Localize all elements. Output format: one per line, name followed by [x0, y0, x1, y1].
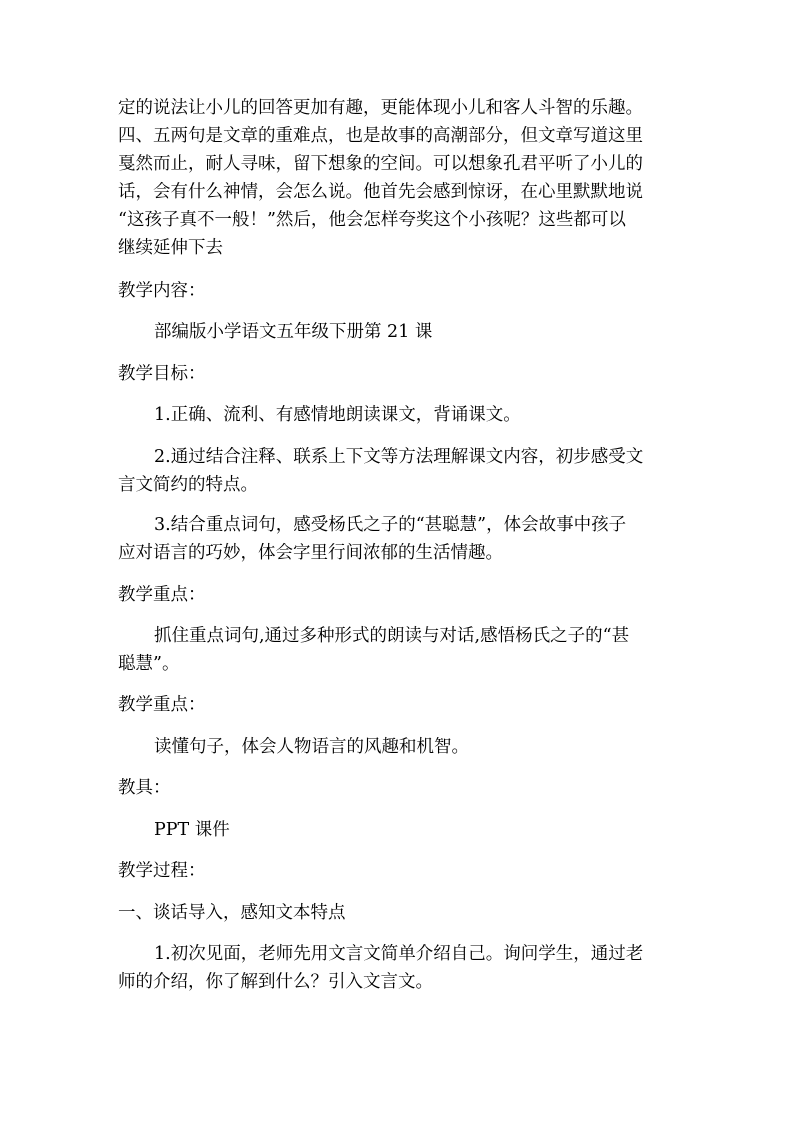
difficulty-text: 读懂句子，体会人物语言的风趣和机智。: [154, 737, 469, 757]
intro-line-3: 戛然而止，耐人寻味，留下想象的空间。可以想象孔君平听了小儿的: [118, 154, 643, 174]
key-line-1: 抓住重点词句,通过多种形式的朗读与对话,感悟杨氏之子的“甚: [154, 626, 630, 646]
content-text: 部编版小学语文五年级下册第 21 课: [154, 322, 433, 342]
goals-heading: 教学目标：: [118, 364, 206, 384]
goal-2-line-1: 2.通过结合注释、联系上下文等方法理解课文内容，初步感受文: [154, 447, 644, 467]
content-heading: 教学内容：: [118, 281, 206, 301]
process-heading: 教学过程：: [118, 861, 206, 881]
intro-line-2: 四、五两句是文章的重难点，也是故事的高潮部分，但文章写道这里: [118, 126, 643, 146]
goal-2-line-2: 言文简约的特点。: [118, 475, 258, 495]
difficulty-heading: 教学重点：: [118, 695, 206, 715]
goal-3-line-2: 应对语言的巧妙，体会字里行间浓郁的生活情趣。: [118, 543, 503, 563]
goal-1: 1.正确、流利、有感情地朗读课文，背诵课文。: [154, 405, 521, 425]
key-heading: 教学重点：: [118, 585, 206, 605]
intro-line-6: 继续延伸下去: [118, 238, 223, 258]
intro-line-4: 话，会有什么神情，会怎么说。他首先会感到惊讶，在心里默默地说: [118, 182, 643, 202]
tools-heading: 教具：: [118, 778, 171, 798]
step-1-line-2: 师的介绍，你了解到什么？引入文言文。: [118, 972, 433, 992]
tools-text: PPT 课件: [154, 820, 230, 840]
section-1-title: 一、谈话导入，感知文本特点: [118, 903, 346, 923]
key-line-2: 聪慧”。: [118, 654, 180, 674]
intro-line-1: 定的说法让小儿的回答更加有趣，更能体现小儿和客人斗智的乐趣。: [118, 98, 643, 118]
goal-3-line-1: 3.结合重点词句，感受杨氏之子的“甚聪慧”，体会故事中孩子: [154, 515, 627, 535]
step-1-line-1: 1.初次见面，老师先用文言文简单介绍自己。询问学生，通过老: [154, 944, 644, 964]
intro-line-5: “这孩子真不一般！”然后，他会怎样夸奖这个小孩呢？这些都可以: [118, 210, 626, 230]
